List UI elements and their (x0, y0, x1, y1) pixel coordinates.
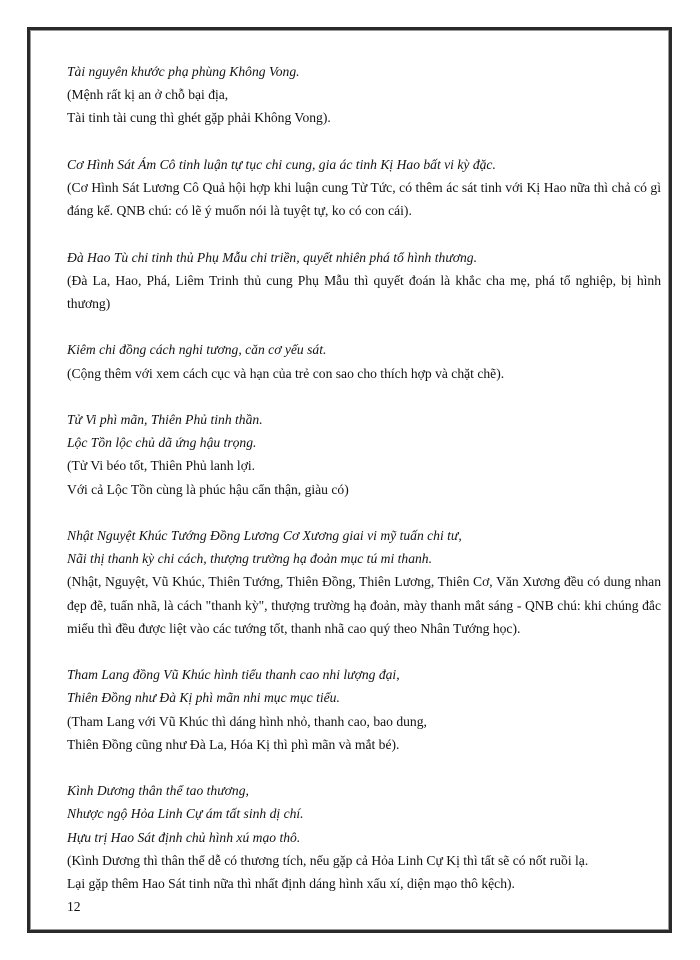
verse-line: Hựu trị Hao Sát định chủ hình xú mạo thô. (67, 829, 301, 845)
verse-block (67, 60, 661, 130)
commentary-line: (Cộng thêm với xem cách cục và hạn của trẻ con sao cho thích hợp và chặt chẽ). (67, 365, 505, 381)
verse-block (67, 338, 661, 384)
verse-line: Đà Hao Tù chi tinh thủ Phụ Mẫu chi triền, quyết nhiên phá tổ hình thương. (67, 249, 477, 265)
verse-block (67, 663, 661, 756)
commentary-line: (Mệnh rất kị an ở chỗ bại địa, (67, 87, 229, 103)
verse-line: Tài nguyên khước phạ phùng Không Vong. (67, 64, 300, 79)
verse-block (67, 246, 661, 316)
verse-line: Nãi thị thanh kỳ chi cách, thượng trường hạ đoản mục tú mi thanh. (67, 551, 432, 567)
verse-line: Cơ Hình Sát Ám Cô tinh luận tự tục chi cung, gia ác tinh Kị Hao bất vi kỳ đặc. (67, 156, 496, 172)
verse-block (67, 153, 661, 223)
commentary-line: Thiên Đồng cũng như Đà La, Hóa Kị thì phì mãn và mắt bé). (67, 736, 400, 752)
verse-line: Tham Lang đồng Vũ Khúc hình tiểu thanh cao nhi lượng đại, (67, 667, 400, 683)
commentary-line: (Nhật, Nguyệt, Vũ Khúc, Thiên Tướng, Thiên Đồng, Thiên Lương, Thiên Cơ, Văn Xương đều có dung nhan đẹp đẽ, tuấn nhã, là cách "thanh kỳ", thượng trường hạ đoản, mày thanh mắt sáng - QNB chú: khi chúng đắc miếu thì đều được liệt vào các tướng tốt, thanh nhã cao quý theo Nhân Tướng học). (67, 574, 661, 636)
commentary-line: (Kình Dương thì thân thể dễ có thương tích, nếu gặp cả Hỏa Linh Cự Kị thì tất sẽ có nốt ruồi lạ. (67, 852, 589, 868)
commentary-line: (Đà La, Hao, Phá, Liêm Trinh thủ cung Phụ Mẫu thì quyết đoán là khắc cha mẹ, phá tổ nghiệp, bị hình thương) (67, 272, 661, 311)
document-body (67, 60, 661, 918)
commentary-line: Tài tinh tài cung thì ghét gặp phải Không Vong). (67, 110, 331, 126)
commentary-line: Với cả Lộc Tồn cùng là phúc hậu cẩn thận, giàu có) (67, 481, 349, 497)
verse-line: Kiêm chi đồng cách nghi tương, căn cơ yếu sát. (67, 342, 327, 358)
verse-line: Tử Vi phì mãn, Thiên Phủ tinh thần. (67, 411, 263, 427)
verse-line: Nhật Nguyệt Khúc Tướng Đồng Lương Cơ Xương giai vi mỹ tuấn chi tư, (67, 527, 462, 543)
commentary-line: (Tử Vi béo tốt, Thiên Phủ lanh lợi. (67, 458, 256, 474)
verse-block (67, 779, 661, 895)
commentary-line: (Tham Lang với Vũ Khúc thì dáng hình nhỏ, thanh cao, bao dung, (67, 713, 427, 729)
verse-block (67, 408, 661, 501)
verse-block (67, 524, 661, 640)
verse-line: Thiên Đồng như Đà Kị phì mãn nhi mục mục tiểu. (67, 690, 340, 706)
verse-line: Nhược ngộ Hỏa Linh Cự ám tất sinh dị chí. (67, 806, 304, 822)
page-number: 12 (67, 899, 81, 915)
commentary-line: Lại gặp thêm Hao Sát tinh nữa thì nhất định dáng hình xấu xí, diện mạo thô kệch). (67, 876, 515, 891)
verse-line: Kình Dương thân thể tao thương, (67, 783, 249, 799)
commentary-line: (Cơ Hình Sát Lương Cô Quả hội hợp khi luận cung Tử Tức, có thêm ác sát tinh với Kị Hao nữa thì chả có gì đáng kể. QNB chú: có lẽ ý muốn nói là tuyệt tự, ko có con cái). (67, 180, 661, 219)
verse-line: Lộc Tồn lộc chủ dã ứng hậu trọng. (67, 435, 257, 451)
